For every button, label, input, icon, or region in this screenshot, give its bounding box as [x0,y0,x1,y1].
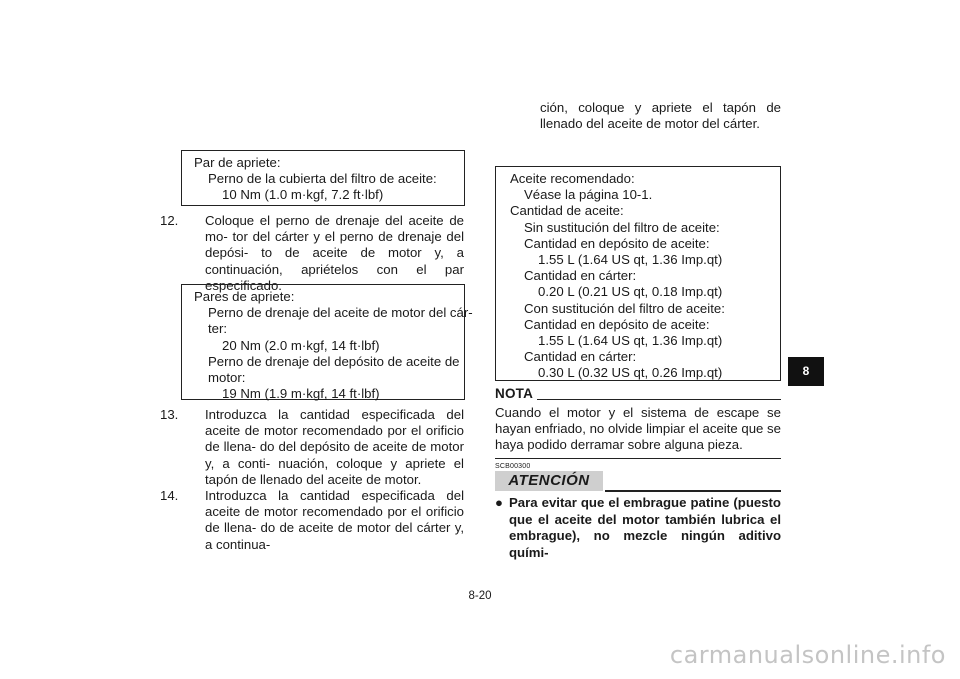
spec-value: 1.55 L (1.64 US qt, 1.36 Imp.qt) [538,252,723,268]
spec-item: Cantidad en depósito de aceite: [524,235,710,251]
watermark: carmanualsonline.info [669,641,946,669]
see-page-ref: Véase la página 10-1. [524,187,653,203]
spec-value: 10 Nm (1.0 m·kgf, 7.2 ft·lbf) [222,187,384,203]
spec-item: Cantidad en depósito de aceite: [524,316,710,332]
note-text: Cuando el motor y el sistema de escape se hayan enfriado, no olvide limpiar el aceite que se haya podido derramar sobre alguna pieza. [495,405,781,453]
step-number: 13. [160,407,179,422]
spec-item: Perno de drenaje del depósito de aceite de [208,353,460,369]
spec-value: 19 Nm (1.9 m·kgf, 14 ft·lbf) [222,386,380,402]
page-number: 8-20 [468,590,492,602]
continuation-text: ción, coloque y apriete el tapón de llenado del aceite de motor del cárter. [540,100,781,132]
step-text: Introduzca la cantidad especificada del aceite de motor recomendado por el orificio de llena- do de aceite de motor del cárter y, a continua- [205,488,464,552]
note-heading-rule [537,399,781,400]
note-heading: NOTA [495,386,534,401]
caution-heading-rule [605,490,781,492]
step-14 [160,488,464,553]
oil-spec-box [495,166,781,381]
spec-item: Cantidad en cárter: [524,349,637,365]
step-number: 12. [160,213,179,228]
torque-spec-box-drain-bolts [181,284,473,402]
caution-text: Para evitar que el embrague patine (puesto que el aceite del motor también lubrica el embrague), no mezcle ningún aditivo quími- [509,495,781,560]
spec-title: Cantidad de aceite: [510,203,624,219]
spec-subtitle: Con sustitución del filtro de aceite: [524,300,725,316]
step-text: Coloque el perno de drenaje del aceite de mo- tor del cárter y el perno de drenaje del depósi- to de aceite de motor y, a continuación, apriételos con el par especificado. [205,213,464,293]
step-14-continuation [540,100,781,132]
spec-value: 0.30 L (0.32 US qt, 0.26 Imp.qt) [538,365,723,381]
spec-title: Pares de apriete: [194,289,295,304]
step-13 [160,407,464,488]
spec-title: Aceite recomendado: [510,171,635,186]
spec-value: 1.55 L (1.64 US qt, 1.36 Imp.qt) [538,333,723,349]
spec-value: 0.20 L (0.21 US qt, 0.18 Imp.qt) [538,284,723,300]
spec-title: Par de apriete: [194,155,281,170]
spec-value: 20 Nm (2.0 m·kgf, 14 ft·lbf) [222,337,380,353]
step-number: 14. [160,488,179,503]
spec-item: Cantidad en cárter: [524,268,637,284]
caution-heading: ATENCIÓN [495,471,603,491]
spec-item-cont: motor: [208,370,246,386]
note-end-rule [495,458,781,459]
caution-bullet [495,495,781,561]
torque-spec-box-filter-cover [181,150,465,206]
step-12 [160,213,464,294]
caution-code: SCB00300 [495,463,531,470]
spec-item: Perno de drenaje del aceite de motor del cár- [208,305,473,321]
section-tab: 8 [788,357,824,386]
step-text: Introduzca la cantidad especificada del aceite de motor recomendado por el orificio de llena- do del depósito de aceite de motor y, a conti- nuación, coloque y apriete el tapón de llenado del aceite de motor. [205,407,464,487]
spec-item: Perno de la cubierta del filtro de aceite: [208,171,437,187]
spec-item-cont: ter: [208,321,228,337]
spec-subtitle: Sin sustitución del filtro de aceite: [524,219,720,235]
bullet-icon: ● [495,495,503,510]
